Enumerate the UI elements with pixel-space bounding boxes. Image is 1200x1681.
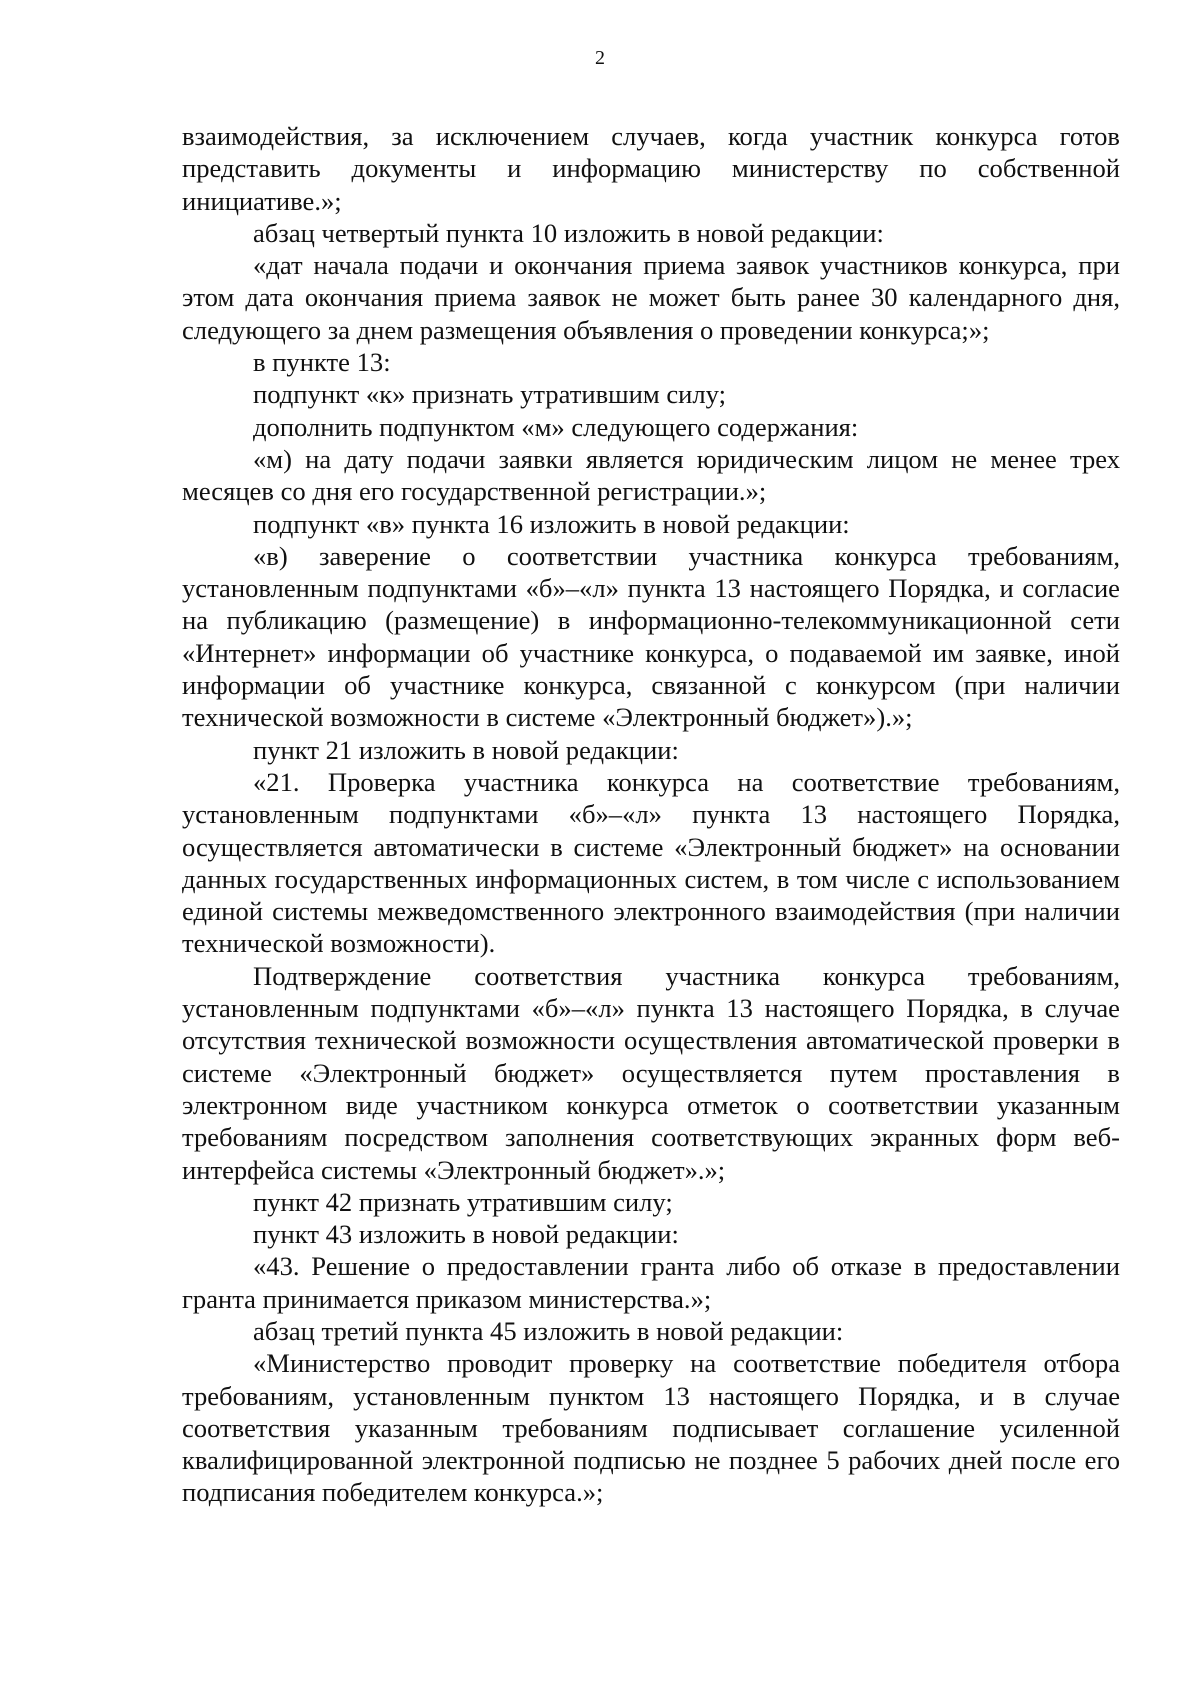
paragraph: взаимодействия, за исключением случаев, когда участник конкурса готов представить документы и информацию министерству по собственной инициативе.»; bbox=[182, 121, 1120, 216]
paragraph: подпункт «к» признать утратившим силу; bbox=[253, 379, 726, 410]
paragraph: подпункт «в» пункта 16 изложить в новой редакции: bbox=[253, 508, 850, 539]
paragraph: «43. Решение о предоставлении гранта либо об отказе в предоставлении гранта принимается приказом министерства.»; bbox=[182, 1251, 1120, 1314]
paragraph: пункт 42 признать утратившим силу; bbox=[253, 1186, 673, 1217]
paragraph: абзац четвертый пункта 10 изложить в новой редакции: bbox=[253, 217, 884, 248]
paragraph: «м) на дату подачи заявки является юридическим лицом не менее трех месяцев со дня его государственной регистрации.»; bbox=[182, 443, 1120, 507]
page-number: 2 bbox=[595, 47, 605, 69]
document-body bbox=[182, 120, 1120, 1509]
paragraph: абзац третий пункта 45 изложить в новой редакции: bbox=[253, 1315, 844, 1346]
paragraph: «Министерство проводит проверку на соответствие победителя отбора требованиям, установленным пунктом 13 настоящего Порядка, и в случае соответствия указанным требованиям подписывает соглашение усиленной квалифицированной электронной подписью не позднее 5 рабочих дней после его подписания победителем конкурса.»; bbox=[182, 1348, 1120, 1508]
paragraph: дополнить подпунктом «м» следующего содержания: bbox=[253, 411, 859, 442]
paragraph: «в) заверение о соответствии участника конкурса требованиям, установленным подпунктами «б»–«л» пункта 13 настоящего Порядка, и согласие на публикацию (размещение) в информационно-телекоммуникационной сети «Интернет» информации об участнике конкурса, о подаваемой им заявке, иной информации об участнике конкурса, связанной с конкурсом (при наличии технической возможности в системе «Электронный бюджет»).»; bbox=[182, 540, 1120, 733]
paragraph: в пункте 13: bbox=[253, 347, 391, 378]
paragraph: «дат начала подачи и окончания приема заявок участников конкурса, при этом дата окончания приема заявок не может быть ранее 30 календарного дня, следующего за днем размещения объявления о проведении конкурса;»; bbox=[182, 250, 1120, 345]
paragraph: пункт 43 изложить в новой редакции: bbox=[253, 1219, 679, 1250]
paragraph: пункт 21 изложить в новой редакции: bbox=[253, 734, 679, 765]
paragraph: Подтверждение соответствия участника конкурса требованиям, установленным подпунктами «б»–«л» пункта 13 настоящего Порядка, в случае отсутствия технической возможности осуществления автоматической проверки в системе «Электронный бюджет» осуществляется путем проставления в электронном виде участником конкурса отметок о соответствии указанным требованиям посредством заполнения соответствующих экранных форм веб-интерфейса системы «Электронный бюджет».»; bbox=[182, 960, 1120, 1185]
paragraph: «21. Проверка участника конкурса на соответствие требованиям, установленным подпунктами «б»–«л» пункта 13 настоящего Порядка, осуществляется автоматически в системе «Электронный бюджет» на основании данных государственных информационных систем, в том числе с использованием единой системы межведомственного электронного взаимодействия (при наличии технической возможности). bbox=[182, 766, 1120, 959]
